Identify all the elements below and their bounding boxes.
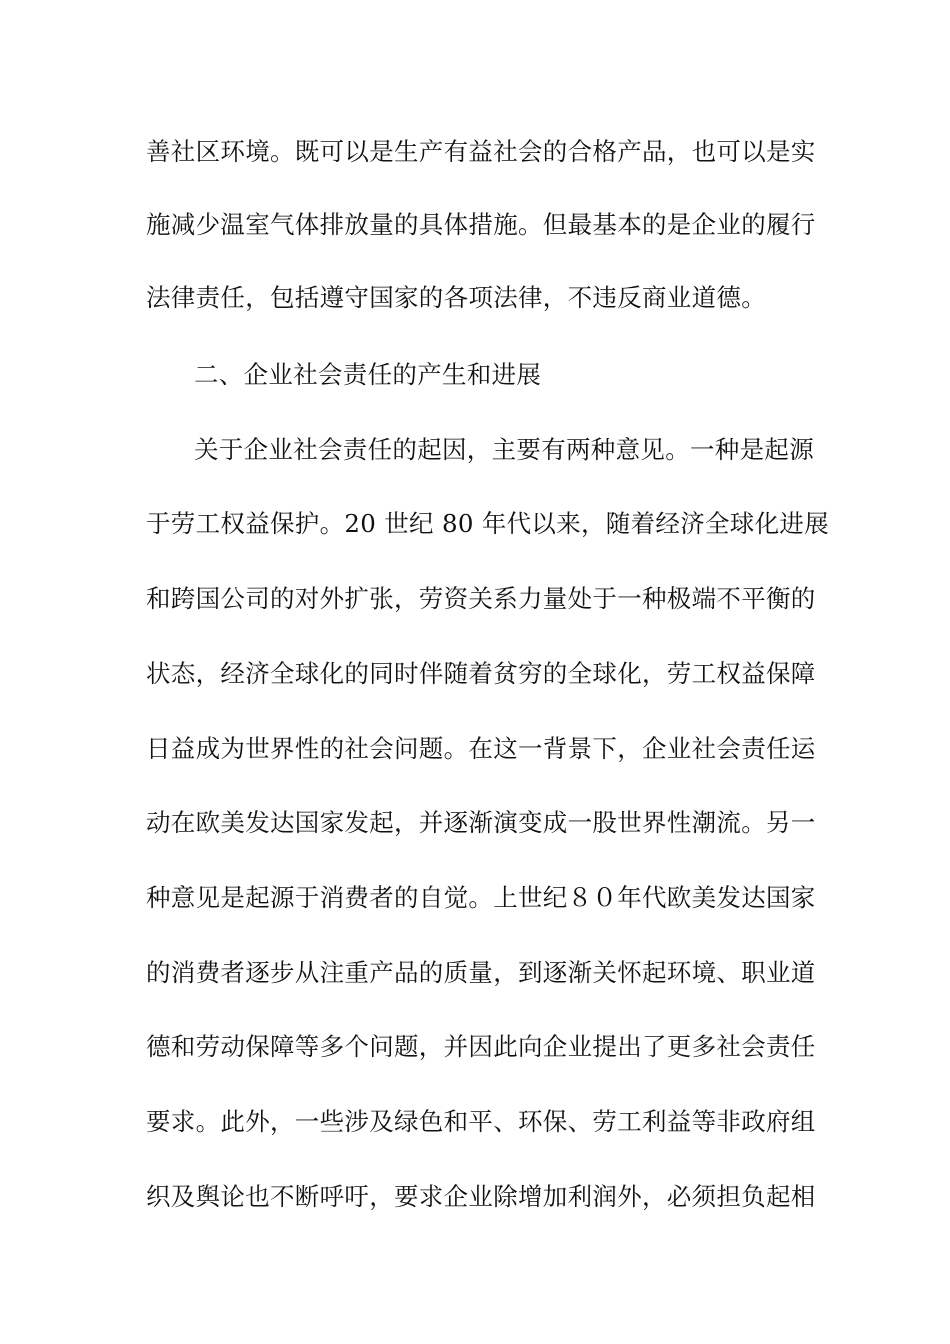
text-line-3: 法律责任，包括遵守国家的各项法律，不违反商业道德。	[146, 283, 766, 312]
text-line-11: 种意见是起源于消费者的自觉。上世纪８０年代欧美发达国家	[146, 883, 816, 912]
text-line-1: 善社区环境。既可以是生产有益社会的合格产品，也可以是实	[146, 137, 816, 166]
section-heading: 二、企业社会责任的产生和进展	[194, 360, 542, 389]
text-line-2: 施减少温室气体排放量的具体措施。但最基本的是企业的履行	[146, 210, 816, 239]
text-line-15: 织及舆论也不断呼吁，要求企业除增加利润外，必须担负起相	[146, 1182, 816, 1211]
text-line-9: 日益成为世界性的社会问题。在这一背景下，企业社会责任运	[146, 734, 816, 763]
text-line-7: 和跨国公司的对外扩张，劳资关系力量处于一种极端不平衡的	[146, 584, 816, 613]
text-line-13: 德和劳动保障等多个问题，并因此向企业提出了更多社会责任	[146, 1032, 816, 1061]
text-line-14: 要求。此外，一些涉及绿色和平、环保、劳工利益等非政府组	[146, 1107, 816, 1136]
text-line-6: 于劳工权益保护。20 世纪 80 年代以来，随着经济全球化进展	[146, 509, 830, 538]
text-line-10: 动在欧美发达国家发起，并逐渐演变成一股世界性潮流。另一	[146, 808, 816, 837]
text-line-8: 状态，经济全球化的同时伴随着贫穷的全球化，劳工权益保障	[146, 659, 816, 688]
text-line-12: 的消费者逐步从注重产品的质量，到逐渐关怀起环境、职业道	[146, 958, 816, 987]
text-line-5: 关于企业社会责任的起因，主要有两种意见。一种是起源	[194, 435, 814, 464]
